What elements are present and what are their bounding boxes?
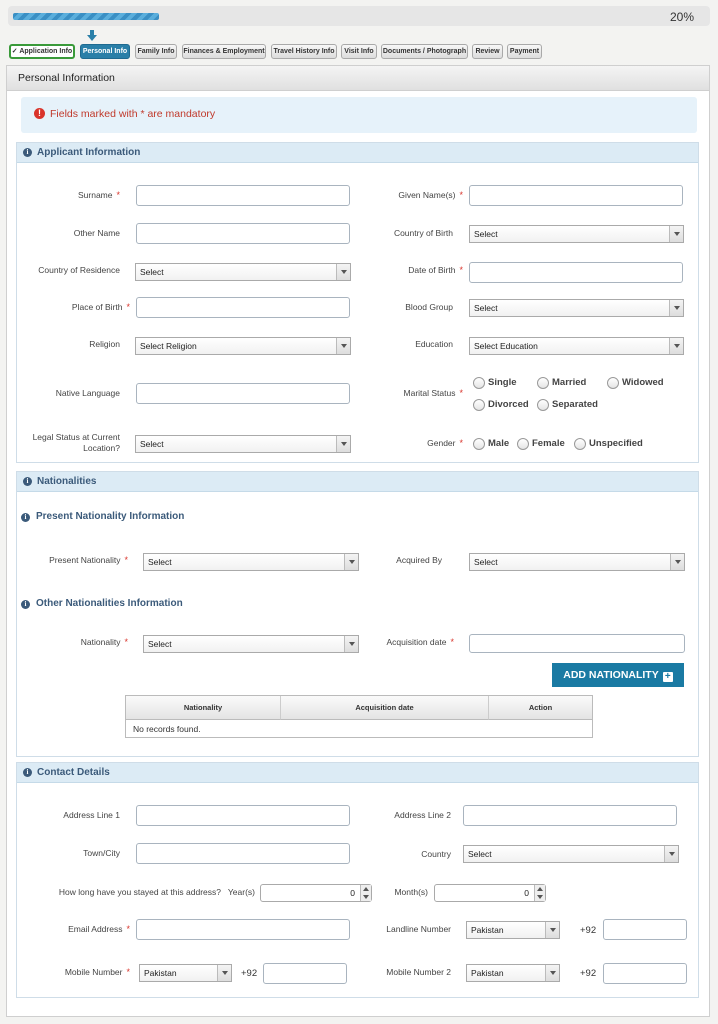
info-icon: i — [23, 148, 32, 157]
given-names-input[interactable] — [469, 185, 683, 206]
landline-dial-prefix: +92 — [580, 925, 597, 936]
chevron-down-icon — [344, 554, 358, 570]
step-documents-photograph[interactable]: Documents / Photograph — [381, 44, 468, 59]
mobile-2-number-input[interactable] — [603, 963, 687, 984]
gender-male-radio[interactable]: Male — [473, 438, 509, 450]
education-select[interactable]: Select Education — [469, 337, 684, 355]
surname-label: Surname * — [77, 190, 120, 200]
applicant-section-header: i Applicant Information — [17, 143, 698, 163]
gender-label: Gender * — [427, 438, 463, 448]
table-header-nationality[interactable]: Nationality — [126, 696, 281, 720]
panel-title: Personal Information — [7, 66, 709, 91]
chevron-down-icon — [670, 554, 684, 570]
landline-country-select[interactable]: Pakistan — [466, 921, 560, 939]
stepper-arrows-icon[interactable] — [360, 885, 371, 901]
progress-area — [8, 6, 710, 26]
contact-section-header: i Contact Details — [17, 763, 698, 783]
gender-female-radio[interactable]: Female — [517, 438, 565, 450]
native-language-label: Native Language — [55, 388, 120, 398]
step-review[interactable]: Review — [472, 44, 503, 59]
mobile-label: Mobile Number * — [64, 967, 130, 977]
date-of-birth-input[interactable] — [469, 262, 683, 283]
other-nationalities-heading: i Other Nationalities Information — [21, 598, 183, 609]
mandatory-alert — [21, 97, 697, 133]
country-of-birth-label: Country of Birth — [393, 228, 453, 238]
blood-group-select[interactable]: Select — [469, 299, 684, 317]
gender-unspecified-radio[interactable]: Unspecified — [574, 438, 643, 450]
present-nationality-select[interactable]: Select — [143, 553, 359, 571]
town-city-input[interactable] — [136, 843, 350, 864]
stay-duration-question: How long have you stayed at this address? — [58, 887, 221, 897]
alert-text: Fields marked with * are mandatory — [50, 108, 216, 120]
chevron-down-icon — [669, 338, 683, 354]
step-payment[interactable]: Payment — [507, 44, 542, 59]
acquisition-date-label: Acquisition date * — [386, 637, 454, 647]
religion-select[interactable]: Select Religion — [135, 337, 351, 355]
mobile-dial-prefix: +92 — [241, 968, 258, 979]
marital-divorced-radio[interactable]: Divorced — [473, 399, 529, 411]
chevron-down-icon — [545, 965, 559, 981]
stepper-arrows-icon[interactable] — [534, 885, 545, 901]
marital-single-radio[interactable]: Single — [473, 377, 517, 389]
chevron-down-icon — [217, 965, 231, 981]
religion-label: Religion — [89, 339, 120, 349]
acquired-by-label: Acquired By — [396, 555, 442, 565]
info-icon: i — [23, 768, 32, 777]
step-visit-info[interactable]: Visit Info — [341, 44, 377, 59]
mobile-country-select[interactable]: Pakistan — [139, 964, 232, 982]
info-icon: i — [21, 513, 30, 522]
email-input[interactable] — [136, 919, 350, 940]
education-label: Education — [415, 339, 453, 349]
other-name-input[interactable] — [136, 223, 350, 244]
nationality-label: Nationality * — [80, 637, 128, 647]
chevron-down-icon — [336, 338, 350, 354]
marital-status-label: Marital Status * — [403, 388, 463, 398]
alert-icon: ! — [34, 108, 45, 119]
table-header-action: Action — [489, 696, 592, 720]
chevron-down-icon — [669, 300, 683, 316]
step-personal-info[interactable]: Personal Info — [80, 44, 130, 59]
landline-label: Landline Number — [386, 924, 451, 934]
legal-status-select[interactable]: Select — [135, 435, 351, 453]
other-name-label: Other Name — [73, 228, 120, 238]
add-nationality-button[interactable]: ADD NATIONALITY + — [552, 663, 684, 687]
address-line-1-input[interactable] — [136, 805, 350, 826]
chevron-down-icon — [545, 922, 559, 938]
chevron-down-icon — [336, 436, 350, 452]
country-label: Country — [421, 849, 451, 859]
marital-separated-radio[interactable]: Separated — [537, 399, 598, 411]
address-line-2-input[interactable] — [463, 805, 677, 826]
present-nationality-heading: i Present Nationality Information — [21, 511, 184, 522]
plus-icon: + — [663, 672, 673, 682]
marital-married-radio[interactable]: Married — [537, 377, 586, 389]
legal-status-label: Legal Status at Current Location? — [32, 432, 120, 453]
town-city-label: Town/City — [83, 848, 120, 858]
marital-widowed-radio[interactable]: Widowed — [607, 377, 664, 389]
date-of-birth-label: Date of Birth * — [408, 265, 463, 275]
info-icon: i — [21, 600, 30, 609]
step-travel-history[interactable]: Travel History Info — [271, 44, 337, 59]
place-of-birth-input[interactable] — [136, 297, 350, 318]
contact-section — [16, 762, 699, 998]
mobile-2-country-select[interactable]: Pakistan — [466, 964, 560, 982]
months-label: Month(s) — [394, 887, 428, 897]
info-icon: i — [23, 477, 32, 486]
country-of-residence-select[interactable]: Select — [135, 263, 351, 281]
chevron-down-icon — [664, 846, 678, 862]
country-of-birth-select[interactable]: Select — [469, 225, 684, 243]
blood-group-label: Blood Group — [405, 302, 453, 312]
table-header-acquisition-date[interactable]: Acquisition date — [281, 696, 489, 720]
years-stepper[interactable]: 0 — [260, 884, 372, 902]
chevron-down-icon — [669, 226, 683, 242]
acquisition-date-input[interactable] — [469, 634, 685, 653]
landline-number-input[interactable] — [603, 919, 687, 940]
given-names-label: Given Name(s) * — [398, 190, 463, 200]
country-select[interactable]: Select — [463, 845, 679, 863]
mobile-2-dial-prefix: +92 — [580, 968, 597, 979]
email-label: Email Address * — [68, 924, 130, 934]
arrow-down-icon — [86, 30, 98, 42]
chevron-down-icon — [336, 264, 350, 280]
no-records-text: No records found. — [133, 724, 201, 734]
check-icon: ✓ — [11, 48, 18, 55]
progress-percent: 20% — [669, 10, 694, 24]
country-of-residence-label: Country of Residence — [38, 265, 120, 275]
acquired-by-select[interactable]: Select — [469, 553, 685, 571]
nationalities-section-header: i Nationalities — [17, 472, 698, 492]
present-nationality-label: Present Nationality * — [49, 555, 128, 565]
nationality-select[interactable]: Select — [143, 635, 359, 653]
place-of-birth-label: Place of Birth * — [71, 302, 130, 312]
address-line-2-label: Address Line 2 — [394, 810, 451, 820]
mobile-2-label: Mobile Number 2 — [386, 967, 451, 977]
step-finances-employment[interactable]: Finances & Employment — [182, 44, 266, 59]
step-family-info[interactable]: Family Info — [135, 44, 177, 59]
mobile-number-input[interactable] — [263, 963, 347, 984]
months-stepper[interactable]: 0 — [434, 884, 546, 902]
chevron-down-icon — [344, 636, 358, 652]
native-language-input[interactable] — [136, 383, 350, 404]
years-label: Year(s) — [227, 887, 255, 897]
surname-input[interactable] — [136, 185, 350, 206]
progress-bar — [13, 13, 159, 20]
address-line-1-label: Address Line 1 — [63, 810, 120, 820]
step-application-info[interactable]: ✓ Application Info — [9, 44, 75, 59]
nationalities-table — [125, 695, 593, 738]
